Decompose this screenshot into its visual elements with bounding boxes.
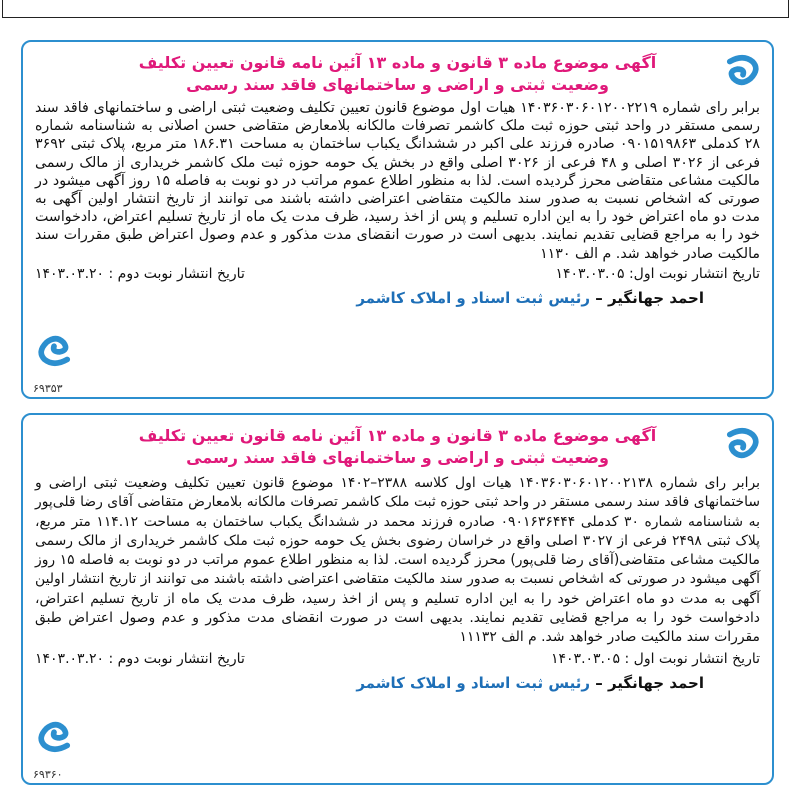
swirl-ornament-icon <box>724 54 762 88</box>
notice-body: برابر رای شماره ۱۴۰۳۶۰۳۰۶۰۱۲۰۰۲۲۱۹ هیات اول موضوع قانون تعیین تکلیف وضعیت ثبتی اراضی و ساختمانهای فاقد سند رسمی مستقر در واحد ثبتی حوزه ثبت ملک کاشمر تصرفات مالکانه بلامعارض متقاضی حسن اصلانی به شناسنامه شماره ۲۸ کدملی ۰۹۰۱۵۱۹۸۶۳ صادره فرزند علی اکبر در ششدانگ یکباب ساختمان به مساحت ۱۸۶.۳۱ متر مربع، پلاک ثبتی ۳۶۹۲ فرعی از ۳۰۲۶ اصلی و ۴۸ فرعی از ۳۰۲۶ اصلی واقع در بخش یک حومه حوزه ثبت ملک کاشمر خریداری از مالک رسمی مالکیت مشاعی متقاضی محرز گردیده است. لذا به منظور اطلاع عموم مراتب در دو نوبت به فاصله ۱۵ روز آگهی میشود در صورتی که اشخاص نسبت به صدور سند مالکیت متقاضی اعتراضی داشته باشند می توانند از تاریخ انتشار اولین آگهی به مدت دو ماه اعتراض خود را به این اداره تسلیم و پس از اخذ رسید، ظرف مدت یک ماه از تاریخ تسلیم اعتراض، دادخواست خود را به مراجع قضایی تقدیم نمایند. بدیهی است در صورت انقضای مدت مذکور و عدم وصول اعتراض طبق مقررات سند مالکیت صادر خواهد شد. م الف ۱۱۳۰ <box>35 100 761 262</box>
signer-title: رئیس ثبت اسناد و املاک کاشمر <box>356 288 590 307</box>
signer-title: رئیس ثبت اسناد و املاک کاشمر <box>356 673 590 692</box>
swirl-ornament-icon <box>35 333 73 367</box>
notice-title-line-1: آگهی موضوع ماده ۳ قانون و ماده ۱۳ آئین نامه قانون تعیین تکلیف <box>138 53 657 72</box>
first-publication-date: تاریخ انتشار نوبت اول : ۱۴۰۳.۰۳.۰۵ <box>550 650 760 667</box>
notice-title-line-2: وضعیت ثبتی و اراضی و ساختمانهای فاقد سند رسمی <box>186 448 609 467</box>
second-publication-date: تاریخ انتشار نوبت دوم : ۱۴۰۳.۰۳.۲۰ <box>35 650 245 667</box>
notice-signature <box>23 673 704 693</box>
legal-notice-1 <box>21 40 774 399</box>
notice-title <box>81 52 714 96</box>
publication-dates <box>35 265 760 284</box>
signer-name: احمد جهانگیر – <box>590 288 704 307</box>
ad-code: ۶۹۳۶۰ <box>33 768 63 781</box>
swirl-ornament-icon <box>35 719 73 753</box>
notice-title-line-2: وضعیت ثبتی و اراضی و ساختمانهای فاقد سند رسمی <box>186 75 609 94</box>
signer-name: احمد جهانگیر – <box>590 673 704 692</box>
first-publication-date: تاریخ انتشار نوبت اول: ۱۴۰۳.۰۳.۰۵ <box>555 265 760 282</box>
notice-title-line-1: آگهی موضوع ماده ۳ قانون و ماده ۱۳ آئین نامه قانون تعیین تکلیف <box>138 426 657 445</box>
notice-title <box>81 425 714 469</box>
notice-body: برابر رای شماره ۱۴۰۳۶۰۳۰۶۰۱۲۰۰۲۱۳۸ هیات اول کلاسه ۲۳۸۸–۱۴۰۲ موضوع قانون تعیین تکلیف وضعیت ثبتی اراضی و ساختمانهای فاقد سند رسمی مستقر در واحد ثبتی حوزه ثبت ملک کاشمر تصرفات مالکانه بلامعارض متقاضی آقای رضا قلی‌پور به شناسنامه شماره ۳۰ کدملی ۰۹۰۱۶۳۶۴۴۴ صادره فرزند محمد در ششدانگ یکباب ساختمان به مساحت ۱۱۴.۱۲ متر مربع، پلاک ثبتی ۲۴۹۸ فرعی از ۳۰۲۷ اصلی واقع در خراسان رضوی بخش یک حومه حوزه ثبت ملک کاشمر خریداری از مالک رسمی مالکیت مشاعی متقاضی(آقای رضا قلی‌پور) محرز گردیده است. لذا به منظور اطلاع عموم مراتب در دو نوبت به فاصله ۱۵ روز آگهی میشود در صورتی که اشخاص نسبت به صدور سند مالکیت متقاضی اعتراضی داشته باشند می توانند از تاریخ انتشار اولین آگهی به مدت دو ماه اعتراض خود را به این اداره تسلیم و پس از اخذ رسید، ظرف مدت یک ماه از تاریخ تسلیم اعتراض، دادخواست خود را به مراجع قضایی تقدیم نمایند. بدیهی است در صورت انقضای مدت مذکور و عدم وصول اعتراض طبق مقررات سند مالکیت صادر خواهد شد. م الف ۱۱۱۳۲ <box>35 475 761 646</box>
legal-notice-2 <box>21 413 774 785</box>
notice-signature <box>23 288 704 308</box>
ad-code: ۶۹۳۵۳ <box>33 382 63 395</box>
publication-dates <box>35 650 760 669</box>
page-top-divider <box>2 0 789 18</box>
swirl-ornament-icon <box>724 427 762 461</box>
second-publication-date: تاریخ انتشار نوبت دوم : ۱۴۰۳.۰۳.۲۰ <box>35 265 245 282</box>
